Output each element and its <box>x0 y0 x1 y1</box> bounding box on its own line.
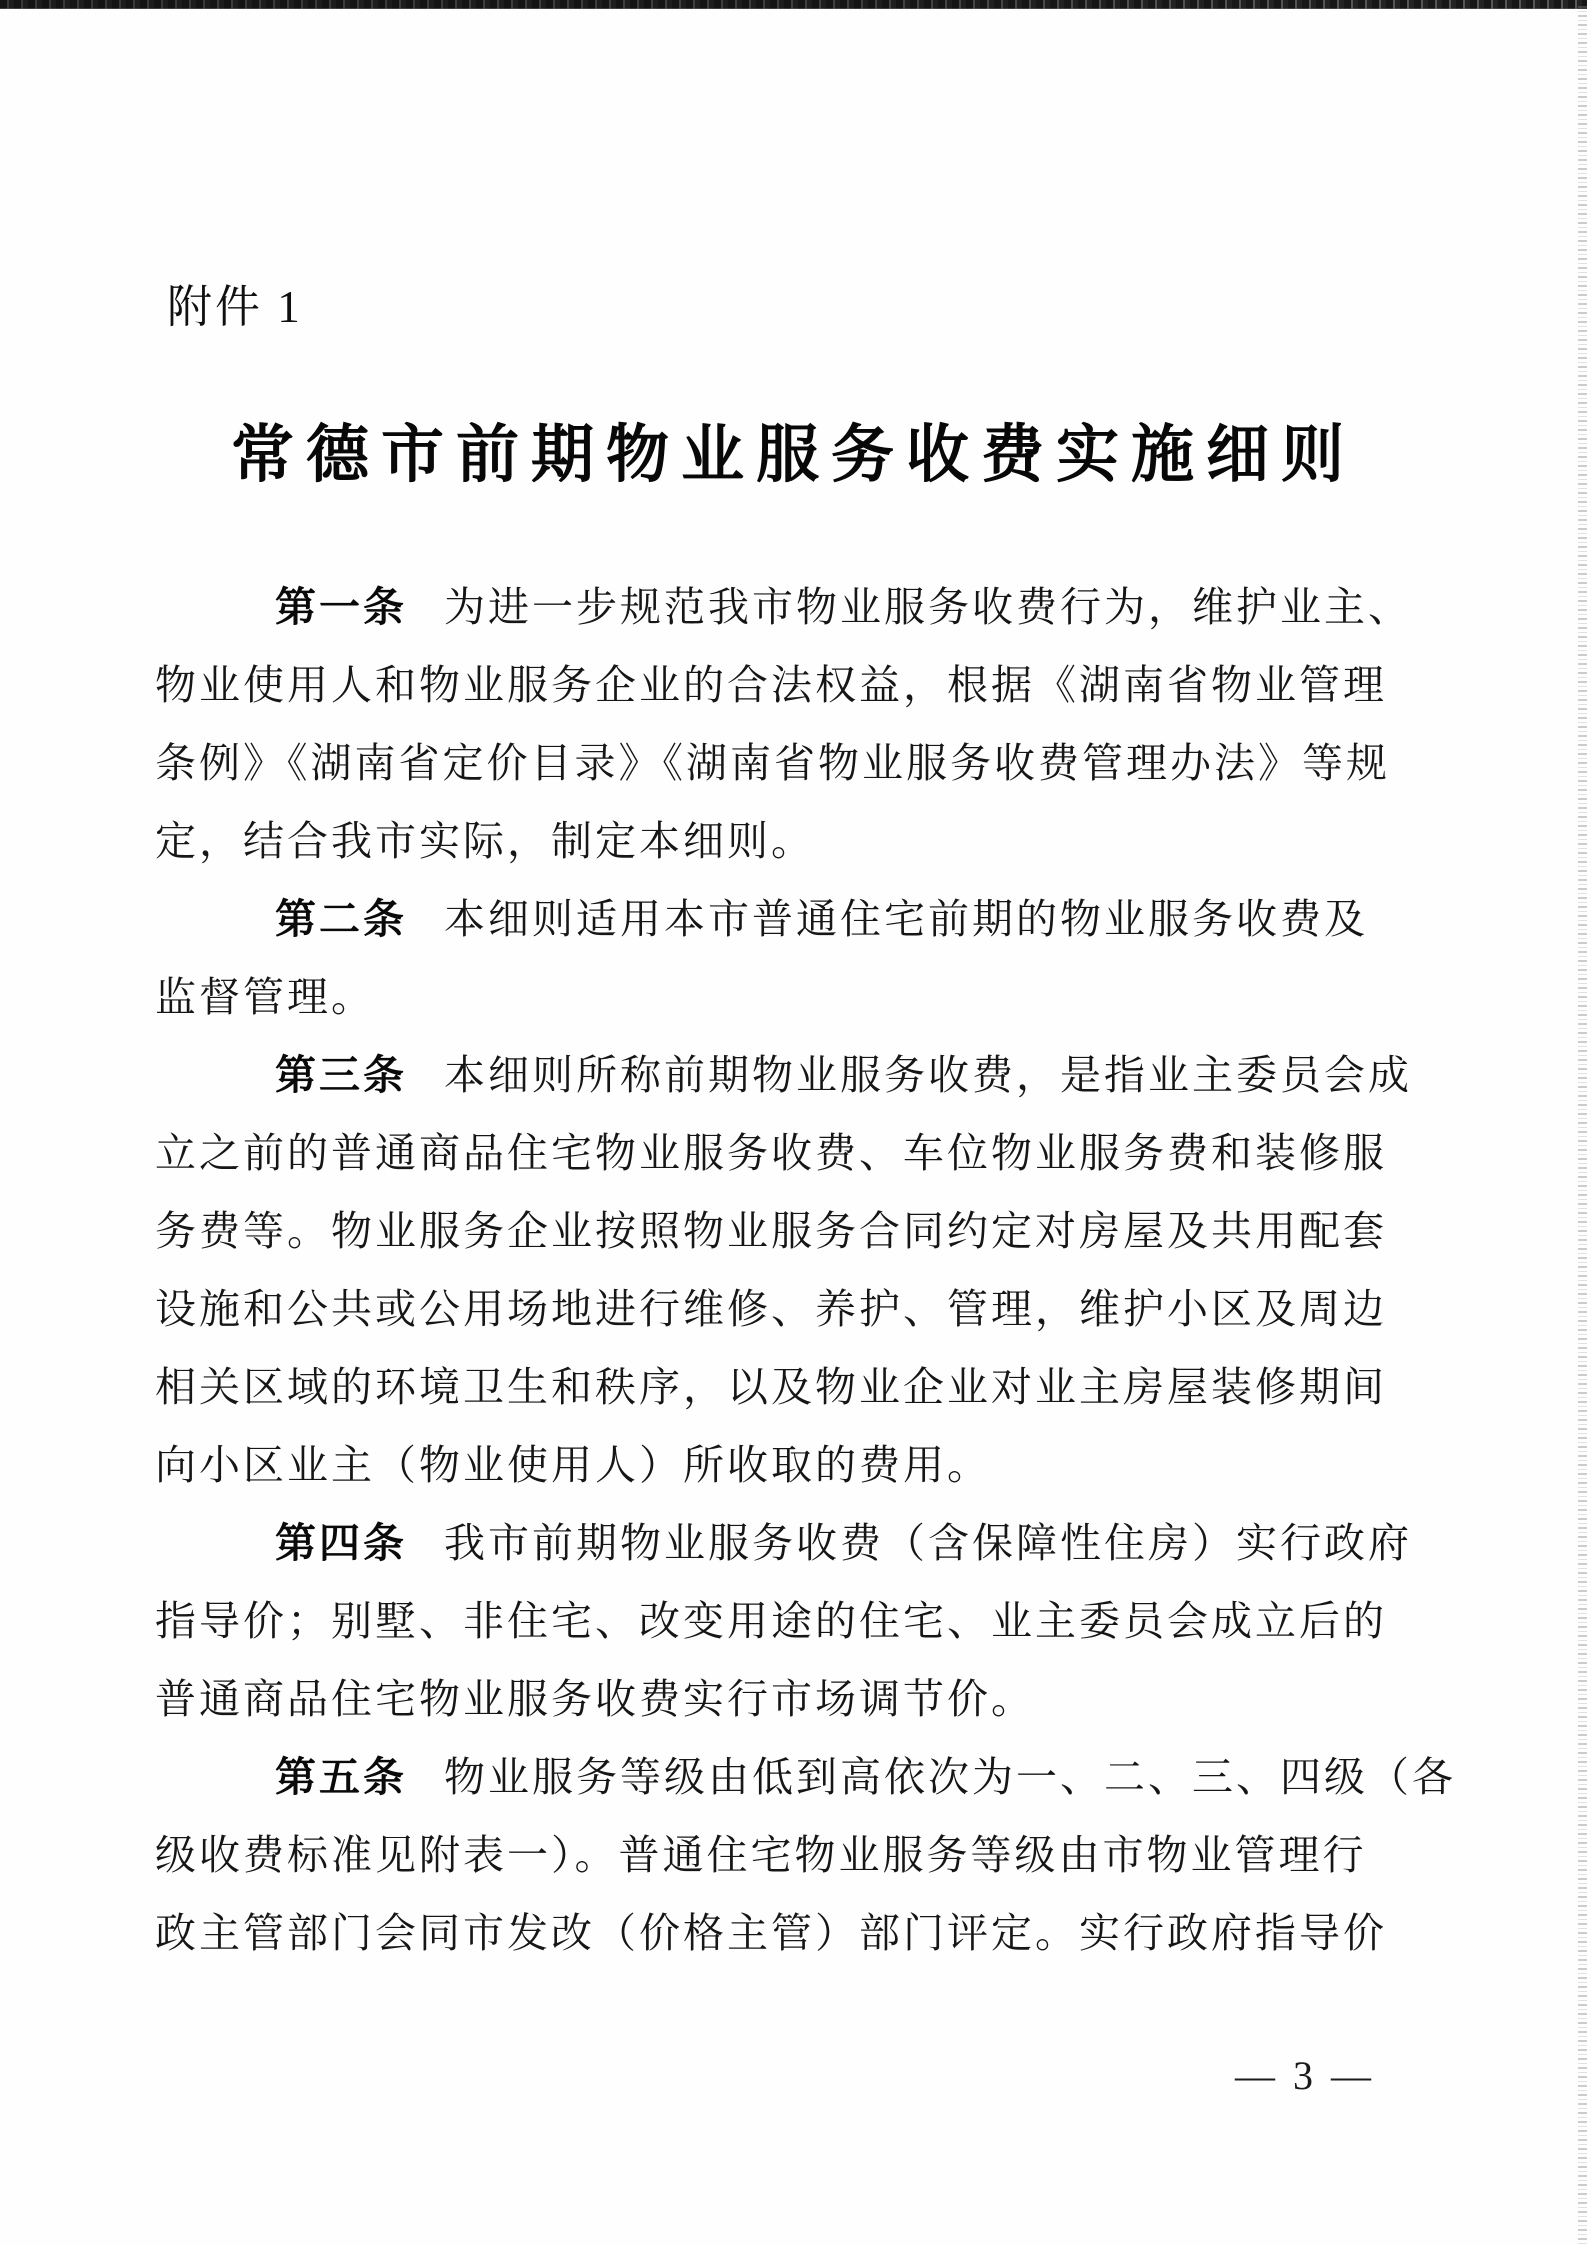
document-line <box>155 568 1412 646</box>
document-line <box>155 1816 1395 1894</box>
scan-top-edge-artifact <box>0 0 1587 9</box>
line-text: 级收费标准见附表一）。普通住宅物业服务等级由市物业管理行 <box>155 1832 1367 1878</box>
article-number: 第五条 <box>275 1754 407 1800</box>
document-line <box>155 1114 1395 1192</box>
document-line <box>155 1504 1412 1582</box>
document-body <box>155 568 1456 1972</box>
article-number: 第一条 <box>275 584 407 630</box>
line-text: 监督管理。 <box>155 974 375 1020</box>
scan-right-edge-artifact <box>1578 6 1587 2245</box>
document-title: 常德市前期物业服务收费实施细则 <box>231 420 1356 490</box>
document-line <box>155 724 1395 802</box>
line-text: 指导价；别墅、非住宅、改变用途的住宅、业主委员会成立后的 <box>155 1598 1387 1644</box>
document-line <box>155 880 1395 958</box>
document-line <box>155 1192 1395 1270</box>
article-number: 第四条 <box>275 1520 407 1566</box>
document-line <box>155 1426 1395 1504</box>
line-text: 务费等。物业服务企业按照物业服务合同约定对房屋及共用配套 <box>155 1208 1387 1254</box>
document-line <box>155 958 1395 1036</box>
document-line <box>155 1270 1395 1348</box>
article-number: 第三条 <box>275 1052 407 1098</box>
document-line <box>155 802 1395 880</box>
line-text: 政主管部门会同市发改（价格主管）部门评定。实行政府指导价 <box>155 1910 1387 1956</box>
line-text: 定，结合我市实际，制定本细则。 <box>155 818 815 864</box>
line-text: 我市前期物业服务收费（含保障性住房）实行政府 <box>444 1520 1412 1566</box>
document-line <box>155 1348 1395 1426</box>
line-text: 设施和公共或公用场地进行维修、养护、管理，维护小区及周边 <box>155 1286 1387 1332</box>
line-text: 立之前的普通商品住宅物业服务收费、车位物业服务费和装修服 <box>155 1130 1387 1176</box>
line-text: 向小区业主（物业使用人）所收取的费用。 <box>155 1442 991 1488</box>
document-line <box>155 646 1395 724</box>
document-line <box>155 1660 1395 1738</box>
page-number: — 3 — <box>1235 2053 1375 2098</box>
line-text: 普通商品住宅物业服务收费实行市场调节价。 <box>155 1676 1035 1722</box>
document-line <box>155 1036 1412 1114</box>
line-text: 条例》《湖南省定价目录》《湖南省物业服务收费管理办法》等规 <box>155 740 1390 786</box>
line-text: 为进一步规范我市物业服务收费行为，维护业主、 <box>444 584 1412 630</box>
line-text: 本细则所称前期物业服务收费，是指业主委员会成 <box>444 1052 1412 1098</box>
article-number: 第二条 <box>275 896 407 942</box>
line-text: 物业服务等级由低到高依次为一、二、三、四级（各 <box>444 1754 1456 1800</box>
document-line <box>155 1738 1456 1816</box>
attachment-label: 附件 1 <box>167 282 303 332</box>
document-line <box>155 1894 1395 1972</box>
line-text: 本细则适用本市普通住宅前期的物业服务收费及 <box>444 896 1368 942</box>
document-line <box>155 1582 1395 1660</box>
line-text: 相关区域的环境卫生和秩序，以及物业企业对业主房屋装修期间 <box>155 1364 1387 1410</box>
line-text: 物业使用人和物业服务企业的合法权益，根据《湖南省物业管理 <box>155 662 1387 708</box>
